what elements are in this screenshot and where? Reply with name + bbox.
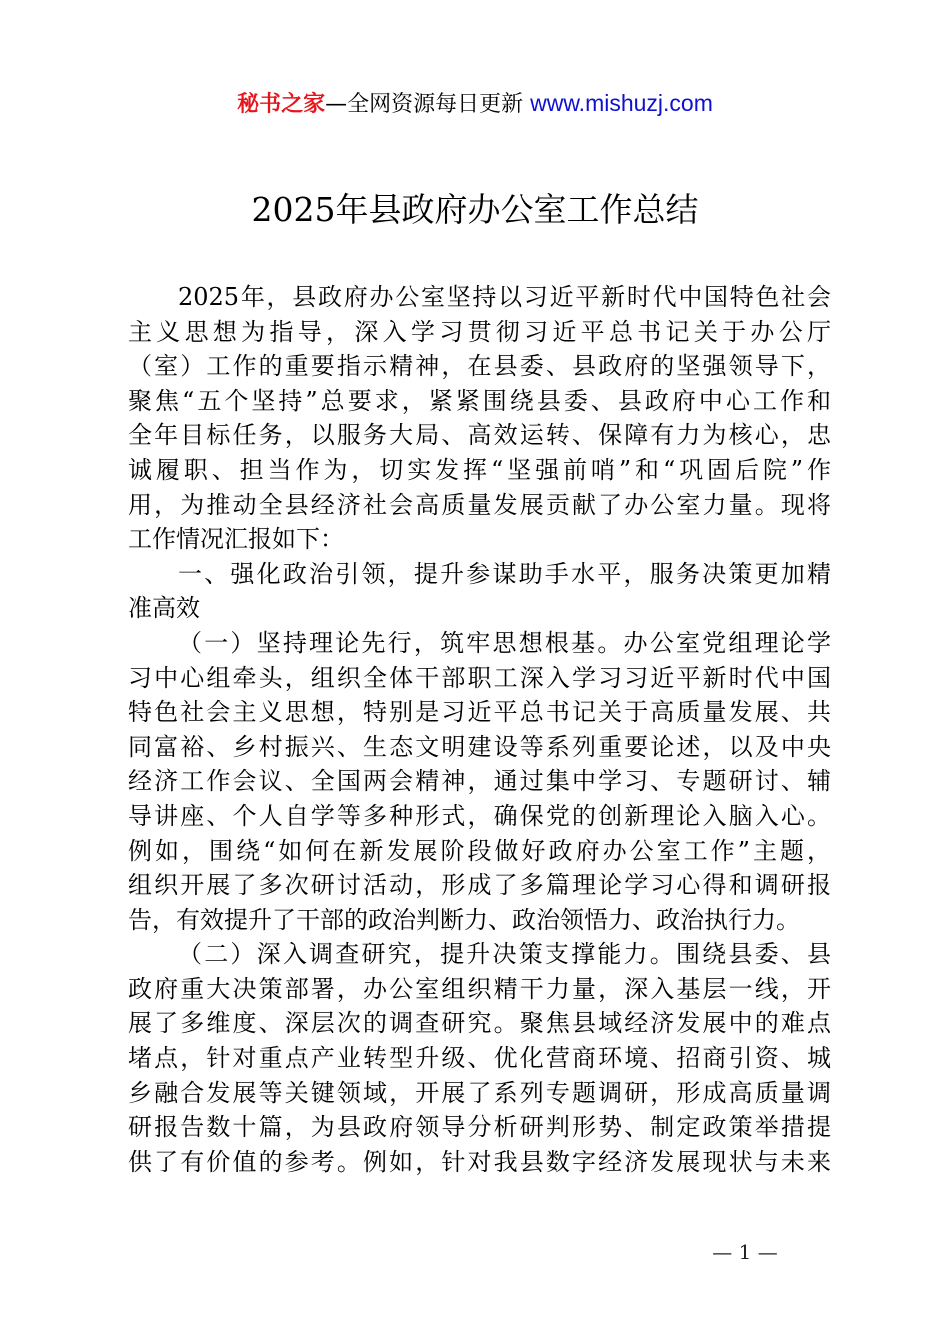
text-line: （一）坚持理论先行，筑牢思想根基。办公室党组理论学 <box>178 628 831 657</box>
text-line: 例如，围绕“如何在新发展阶段做好政府办公室工作”主题， <box>128 836 831 865</box>
document-body <box>128 280 831 1179</box>
text-line: 同富裕、乡村振兴、生态文明建设等系列重要论述，以及中央 <box>128 732 831 761</box>
text-line: 展了多维度、深层次的调查研究。聚焦县域经济发展中的难点 <box>128 1009 831 1038</box>
text-line: 全年目标任务，以服务大局、高效运转、保障有力为核心，忠 <box>128 421 831 450</box>
text-line: 堵点，针对重点产业转型升级、优化营商环境、招商引资、城 <box>128 1044 831 1073</box>
brand-name: 秘书之家 <box>237 92 326 117</box>
paragraph <box>128 626 831 937</box>
paragraph <box>128 280 831 557</box>
text-line: 诚履职、担当作为，切实发挥“坚强前哨”和“巩固后院”作 <box>128 455 831 484</box>
text-line: 告，有效提升了干部的政治判断力、政治领悟力、政治执行力。 <box>128 905 800 934</box>
text-line: 经济工作会议、全国两会精神，通过集中学习、专题研讨、辅 <box>128 767 831 796</box>
header-slogan: —全网资源每日更新 <box>325 92 531 117</box>
text-line: 习中心组牵头，组织全体干部职工深入学习习近平新时代中国 <box>128 663 831 692</box>
document-title: 2025年县政府办公室工作总结 <box>251 190 699 229</box>
text-line: 特色社会主义思想，特别是习近平总书记关于高质量发展、共 <box>128 698 831 727</box>
page-number: — 1 — <box>712 1240 778 1264</box>
text-line: 工作情况汇报如下： <box>128 525 344 554</box>
text-line: 组织开展了多次研讨活动，形成了多篇理论学习心得和调研报 <box>128 871 831 900</box>
text-line: 主义思想为指导，深入学习贯彻习近平总书记关于办公厅 <box>128 317 831 346</box>
paragraph <box>128 557 831 626</box>
site-url-link[interactable]: www.mishuzj.com <box>530 90 713 116</box>
text-line: 2025年，县政府办公室坚持以习近平新时代中国特色社会 <box>178 283 831 311</box>
text-line: 一、强化政治引领，提升参谋助手水平，服务决策更加精 <box>178 559 831 588</box>
text-line: 聚焦“五个坚持”总要求，紧紧围绕县委、县政府中心工作和 <box>128 386 831 415</box>
text-line: 供了有价值的参考。例如，针对我县数字经济发展现状与未来 <box>128 1147 831 1176</box>
text-line: 研报告数十篇，为县政府领导分析研判形势、制定政策举措提 <box>128 1113 831 1142</box>
text-line: 用，为推动全县经济社会高质量发展贡献了办公室力量。现将 <box>128 490 831 519</box>
text-line: （室）工作的重要指示精神，在县委、县政府的坚强领导下， <box>128 352 831 381</box>
site-header <box>0 88 950 120</box>
paragraph <box>128 937 831 1179</box>
text-line: 导讲座、个人自学等多种形式，确保党的创新理论入脑入心。 <box>128 801 831 830</box>
text-line: （二）深入调查研究，提升决策支撑能力。围绕县委、县 <box>178 940 831 969</box>
text-line: 乡融合发展等关键领域，开展了系列专题调研，形成高质量调 <box>128 1078 831 1107</box>
text-line: 政府重大决策部署，办公室组织精干力量，深入基层一线，开 <box>128 974 831 1003</box>
text-line: 准高效 <box>128 594 200 623</box>
